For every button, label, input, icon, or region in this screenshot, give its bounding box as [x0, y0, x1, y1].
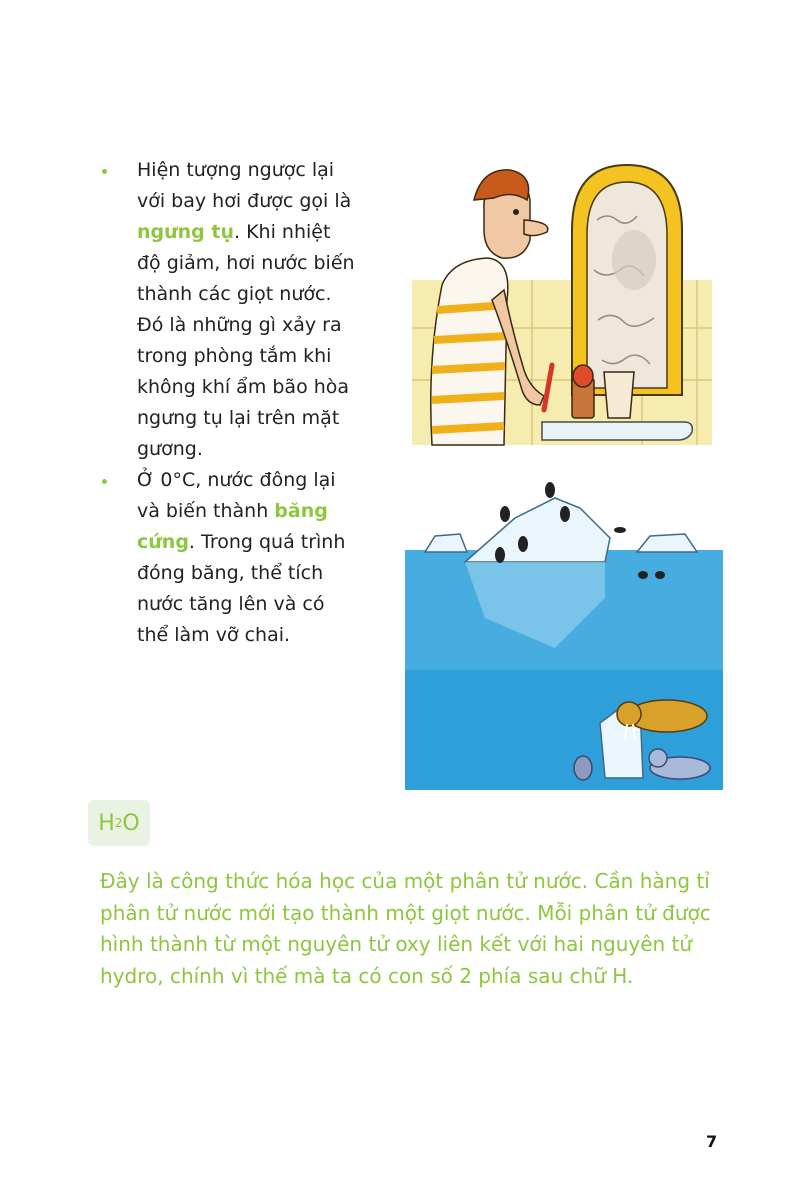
term-condensation: ngưng tụ	[137, 221, 235, 243]
bathroom-mirror-illustration	[412, 160, 722, 450]
bullet-text-after: . Khi nhiệt độ giảm, hơi nước biến thành các giọt nước. Đó là những gì xảy ra trong phòng tắm khi không khí ẩm bão hòa ngưng tụ lại trên mặt gương.	[137, 221, 355, 460]
bullet-dot	[102, 479, 107, 484]
iceberg-illustration	[405, 478, 723, 796]
bullet-condensation	[100, 155, 360, 465]
bullet-dot	[102, 169, 107, 174]
bullet-text-before: Hiện tượng ngược lại với bay hơi được gọi là	[137, 159, 352, 212]
bullet-text-before: Ở 0°C, nước đông lại và biến thành	[137, 469, 336, 522]
formula-o: O	[122, 810, 140, 836]
bullet-list	[100, 155, 360, 651]
formula-h: H	[98, 810, 115, 836]
formula-box	[88, 800, 150, 846]
bullet-freezing	[100, 465, 360, 651]
page-number: 7	[706, 1132, 718, 1151]
formula-subscript: 2	[114, 816, 123, 830]
term-ice: băng cứng	[137, 500, 328, 553]
formula-note: Đây là công thức hóa học của một phân tử nước. Cần hàng tỉ phân tử nước mới tạo thành một giọt nước. Mỗi phân tử được hình thành từ một nguyên tử oxy liên kết với hai nguyên tử hydro, chính vì thế mà ta có con số 2 phía sau chữ H.	[100, 869, 711, 988]
bullet-text-after: . Trong quá trình đóng băng, thể tích nước tăng lên và có thể làm vỡ chai.	[137, 531, 346, 646]
